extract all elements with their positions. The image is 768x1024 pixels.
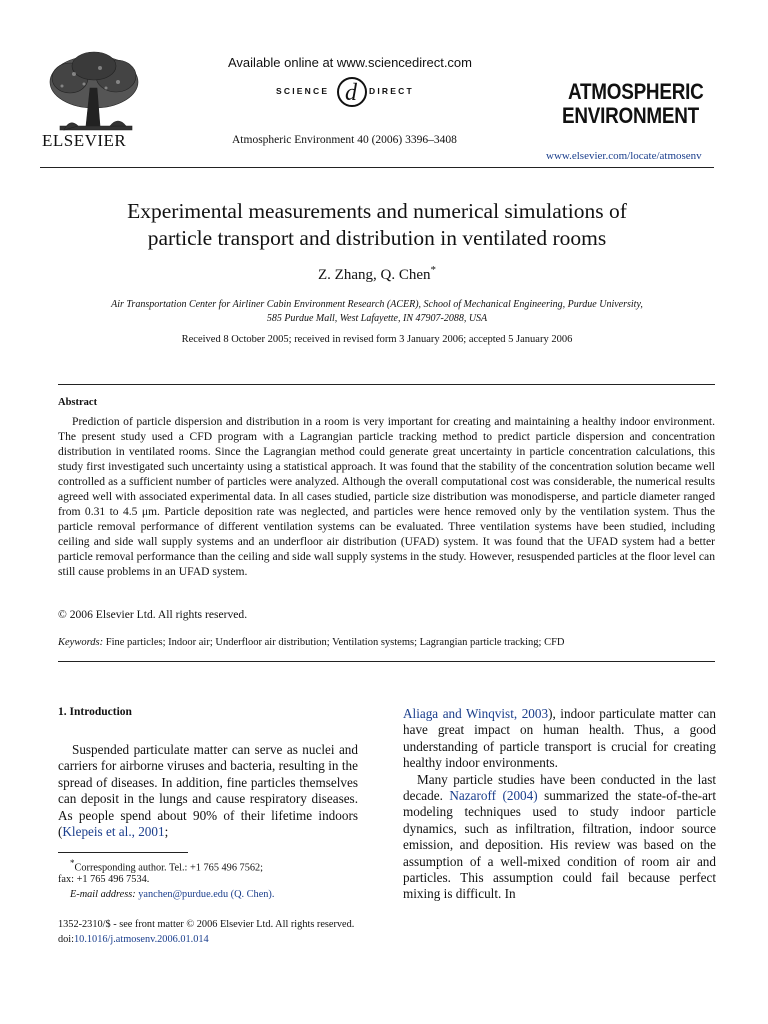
footnote-divider (58, 852, 188, 853)
affiliation-line2: 585 Purdue Mall, West Lafayette, IN 47907-2088, USA (266, 313, 488, 324)
intro-paragraph-continued: ), indoor particulate matter can have great impact on human health. Thus, a good understanding of particle transport is crucial for creating healthy indoor environments. (403, 706, 716, 771)
citation-link-aliaga[interactable]: Aliaga and Winqvist, 2003 (403, 706, 549, 721)
abstract-text: Prediction of particle dispersion and distribution in a room is very important for creating and maintaining a healthy indoor environment. The present study used a CFD program with a Lagrangian particle tracking method to predict particle dispersion and concentration distribution in ventilated rooms. Since the Lagrangian method could generate great uncertainty in particle concentration calculations, this study first investigated such uncertainty using a statistical approach. It was found that the stability of the concentration solution became well controlled as a sufficient number of particles were analyzed. Although the overall computational cost was considerable, the numerical results agreed well with associated experimental data. In all cases studied, particle size distribution was monodisperse, and particle diameter ranged from 0.31 to 4.5 μm. Particle deposition rate was neglected, and particles were hence removed only by the ventilation system. Thus the particle removal performance of different ventilation systems can be evaluated. Three ventilation systems have been studied, including ceiling and side wall supply systems and an underfloor air distribution (UFAD) system. It was found that the UFAD system had a better particle removal performance than the ceiling and side wall supply systems in the study. However, resuspended particles at the floor level can still cause problems in an UFAD system. (58, 415, 715, 578)
corresponding-author-mark[interactable]: * (430, 264, 436, 276)
email-link[interactable]: yanchen@purdue.edu (Q. Chen). (138, 889, 275, 900)
body-column-left (58, 742, 358, 840)
citation-link-nazaroff[interactable]: Nazaroff (2004) (449, 788, 538, 804)
intro-paragraph-2-start: Many particle studies have been conducted in the last decade. (403, 771, 716, 804)
sciencedirect-logo-left: SCIENCE (276, 86, 330, 96)
footnote-corresponding (70, 858, 263, 873)
email-label: E-mail address: (70, 889, 136, 900)
journal-citation: Atmospheric Environment 40 (2006) 3396–3408 (232, 134, 457, 146)
sciencedirect-logo-right: DIRECT (369, 86, 414, 96)
article-authors (40, 264, 714, 284)
abstract-top-divider (58, 384, 715, 385)
abstract-heading: Abstract (58, 397, 98, 408)
doi-label: doi: (58, 934, 75, 945)
abstract-copyright: © 2006 Elsevier Ltd. All rights reserved. (58, 608, 248, 621)
received-dates: Received 8 October 2005; received in revised form 3 January 2006; accepted 5 January 2006 (181, 334, 573, 345)
publisher-name: ELSEVIER (42, 131, 127, 150)
intro-paragraph-2 (403, 772, 716, 903)
journal-title-line2: ENVIRONMENT (562, 103, 699, 128)
footnote-mark: * (70, 858, 75, 868)
keywords-label: Keywords: (58, 637, 104, 648)
article-title-line1: Experimental measurements and numerical simulations of (127, 199, 627, 223)
section-heading-introduction: 1. Introduction (58, 706, 132, 718)
journal-title-line1: ATMOSPHERIC (568, 79, 704, 104)
issn-line: 1352-2310/$ - see front matter © 2006 Elsevier Ltd. All rights reserved. (58, 919, 355, 930)
author-affiliation (60, 298, 694, 326)
citation-link-klepeis[interactable]: Klepeis et al., 2001 (62, 824, 165, 840)
footnote-corresponding-text: Corresponding author. Tel.: +1 765 496 7562; (74, 862, 264, 874)
sciencedirect-at-icon (334, 72, 370, 110)
journal-url-link[interactable]: www.elsevier.com/locate/atmosenv (546, 150, 702, 162)
affiliation-line1: Air Transportation Center for Airliner Cabin Environment Research (ACER), School of Mechanical Engineering, Purdue University, (111, 299, 643, 310)
author-names: Z. Zhang, Q. Chen (318, 267, 431, 283)
abstract-bottom-divider (58, 661, 715, 662)
article-title (40, 198, 714, 252)
intro-paragraph-2-rest: summarized the state-of-the-art modeling techniques used to study indoor particle dynamics, such as infiltration, filtration, indoor source emission, and deposition. His review was based on the assumption of a well-mixed condition of room air and particles. This assumption could fail because perfect mixing is difficult. In (403, 788, 716, 902)
intro-paragraph-text: Suspended particulate matter can serve as nuclei and carriers for airborne viruses and bacteria, resulting in the spread of diseases. In addition, fine particles themselves can deposit in the lungs and cause respiratory diseases. As people spend about 90% of their lifetime indoors ( (58, 742, 358, 840)
intro-paragraph-end: ; (164, 824, 169, 840)
body-column-right (403, 706, 716, 903)
keywords-list: Fine particles; Indoor air; Underfloor air distribution; Ventilation systems; Lagrangian particle tracking; CFD (105, 637, 565, 648)
doi-link[interactable]: 10.1016/j.atmosenv.2006.01.014 (74, 934, 209, 945)
available-online-text[interactable]: Available online at www.sciencedirect.com (228, 55, 472, 70)
article-title-line2: particle transport and distribution in ventilated rooms (147, 226, 607, 250)
doi-line (58, 934, 209, 945)
footnote-fax: fax: +1 765 496 7534. (58, 874, 150, 885)
keywords (58, 637, 715, 648)
svg-text:d: d (345, 80, 357, 106)
header-divider (40, 167, 714, 168)
footnote-email (70, 889, 274, 900)
